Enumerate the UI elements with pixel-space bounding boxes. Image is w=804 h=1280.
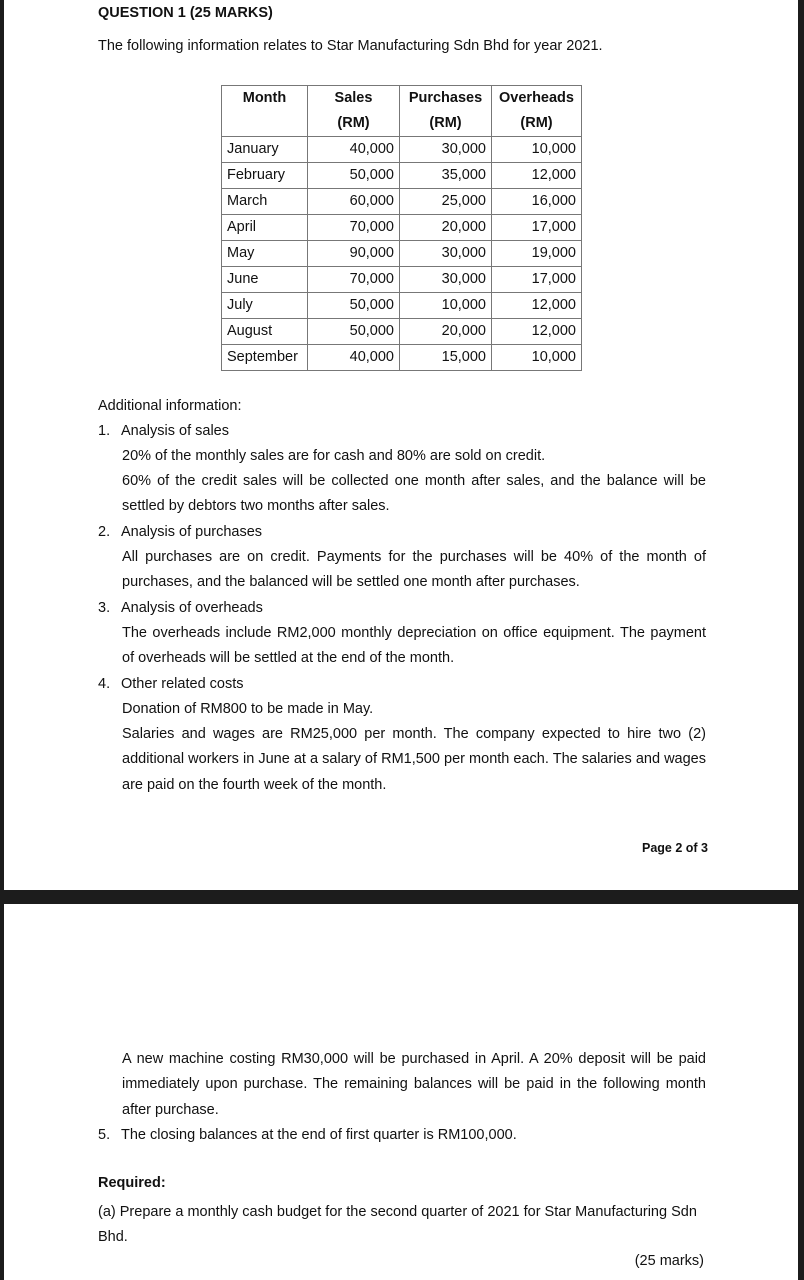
table-row (222, 163, 582, 189)
table-row (222, 267, 582, 293)
overheads-cell: 12,000 (492, 293, 582, 319)
page-number: Page 2 of 3 (642, 841, 708, 855)
sales-cell: 90,000 (308, 241, 400, 267)
table-row (222, 215, 582, 241)
item-number: 5. (98, 1127, 111, 1143)
overheads-cell: 17,000 (492, 267, 582, 293)
table-row (222, 319, 582, 345)
info-item-5 (98, 1123, 517, 1148)
question-title: QUESTION 1 (25 MARKS) (98, 5, 273, 21)
purchases-cell: 10,000 (400, 293, 492, 319)
header-purchases: Purchases (400, 86, 492, 112)
marks-label: (25 marks) (634, 1253, 704, 1269)
purchases-cell: 25,000 (400, 189, 492, 215)
month-cell: June (222, 267, 308, 293)
item-title: Other related costs (121, 676, 244, 692)
header-overheads: Overheads (492, 86, 582, 112)
month-cell: May (222, 241, 308, 267)
monthly-data-table (221, 85, 582, 371)
sales-cell: 50,000 (308, 163, 400, 189)
item-4-paragraph-2: Salaries and wages are RM25,000 per month. The company expected to hire two (2) additional workers in June at a salary of RM1,500 per month each. The salaries and wages are paid on the fourth week of the month. (122, 726, 706, 793)
document-page-2 (4, 904, 798, 1280)
item-1-paragraph-1: 20% of the monthly sales are for cash and 80% are sold on credit. (122, 448, 546, 464)
month-cell: July (222, 293, 308, 319)
header-purchases-unit: (RM) (400, 111, 492, 137)
overheads-cell: 12,000 (492, 319, 582, 345)
month-cell: February (222, 163, 308, 189)
purchases-cell: 20,000 (400, 215, 492, 241)
overheads-cell: 10,000 (492, 137, 582, 163)
purchases-cell: 30,000 (400, 241, 492, 267)
table-row (222, 241, 582, 267)
item-title: Analysis of sales (121, 423, 229, 439)
overheads-cell: 17,000 (492, 215, 582, 241)
month-cell: January (222, 137, 308, 163)
part-a-label: (a) (98, 1204, 116, 1220)
header-month-unit (222, 111, 308, 137)
required-part-a (98, 1200, 710, 1251)
sales-cell: 70,000 (308, 215, 400, 241)
sales-cell: 60,000 (308, 189, 400, 215)
month-cell: March (222, 189, 308, 215)
header-overheads-unit: (RM) (492, 111, 582, 137)
machine-paragraph: A new machine costing RM30,000 will be purchased in April. A 20% deposit will be paid immediately upon purchase. The remaining balances will be paid in the following month after purchase. (122, 1051, 706, 1118)
overheads-cell: 12,000 (492, 163, 582, 189)
info-item-4 (98, 672, 244, 697)
sales-cell: 50,000 (308, 319, 400, 345)
item-number: 3. (98, 600, 111, 616)
sales-cell: 40,000 (308, 137, 400, 163)
header-month: Month (222, 86, 308, 112)
table-row (222, 189, 582, 215)
document-page-1 (4, 0, 798, 890)
info-item-1 (98, 419, 229, 444)
purchases-cell: 30,000 (400, 267, 492, 293)
month-cell: September (222, 345, 308, 371)
item-1-paragraph-2: 60% of the credit sales will be collected one month after sales, and the balance will be settled by debtors two months after sales. (122, 473, 706, 515)
overheads-cell: 19,000 (492, 241, 582, 267)
overheads-cell: 10,000 (492, 345, 582, 371)
item-number: 1. (98, 423, 111, 439)
sales-cell: 50,000 (308, 293, 400, 319)
required-title: Required: (98, 1175, 166, 1191)
item-number: 4. (98, 676, 111, 692)
month-cell: April (222, 215, 308, 241)
item-5-text: The closing balances at the end of first quarter is RM100,000. (121, 1127, 517, 1143)
part-a-text: Prepare a monthly cash budget for the second quarter of 2021 for Star Manufacturing Sdn Bhd. (98, 1204, 697, 1246)
info-item-2 (98, 520, 262, 545)
item-3-paragraph-1: The overheads include RM2,000 monthly depreciation on office equipment. The payment of overheads will be settled at the end of the month. (122, 625, 706, 667)
intro-text: The following information relates to Star Manufacturing Sdn Bhd for year 2021. (98, 38, 603, 54)
purchases-cell: 15,000 (400, 345, 492, 371)
additional-info-title: Additional information: (98, 398, 242, 414)
sales-cell: 70,000 (308, 267, 400, 293)
sales-cell: 40,000 (308, 345, 400, 371)
purchases-cell: 35,000 (400, 163, 492, 189)
purchases-cell: 30,000 (400, 137, 492, 163)
item-2-paragraph-1: All purchases are on credit. Payments for the purchases will be 40% of the month of purchases, and the balanced will be settled one month after purchases. (122, 549, 706, 591)
item-title: Analysis of overheads (121, 600, 263, 616)
table-row (222, 345, 582, 371)
table-row (222, 137, 582, 163)
table-row (222, 293, 582, 319)
header-sales: Sales (308, 86, 400, 112)
month-cell: August (222, 319, 308, 345)
item-title: Analysis of purchases (121, 524, 263, 540)
purchases-cell: 20,000 (400, 319, 492, 345)
item-4-paragraph-1: Donation of RM800 to be made in May. (122, 701, 374, 717)
overheads-cell: 16,000 (492, 189, 582, 215)
info-item-3 (98, 596, 263, 621)
header-sales-unit: (RM) (308, 111, 400, 137)
item-number: 2. (98, 524, 111, 540)
